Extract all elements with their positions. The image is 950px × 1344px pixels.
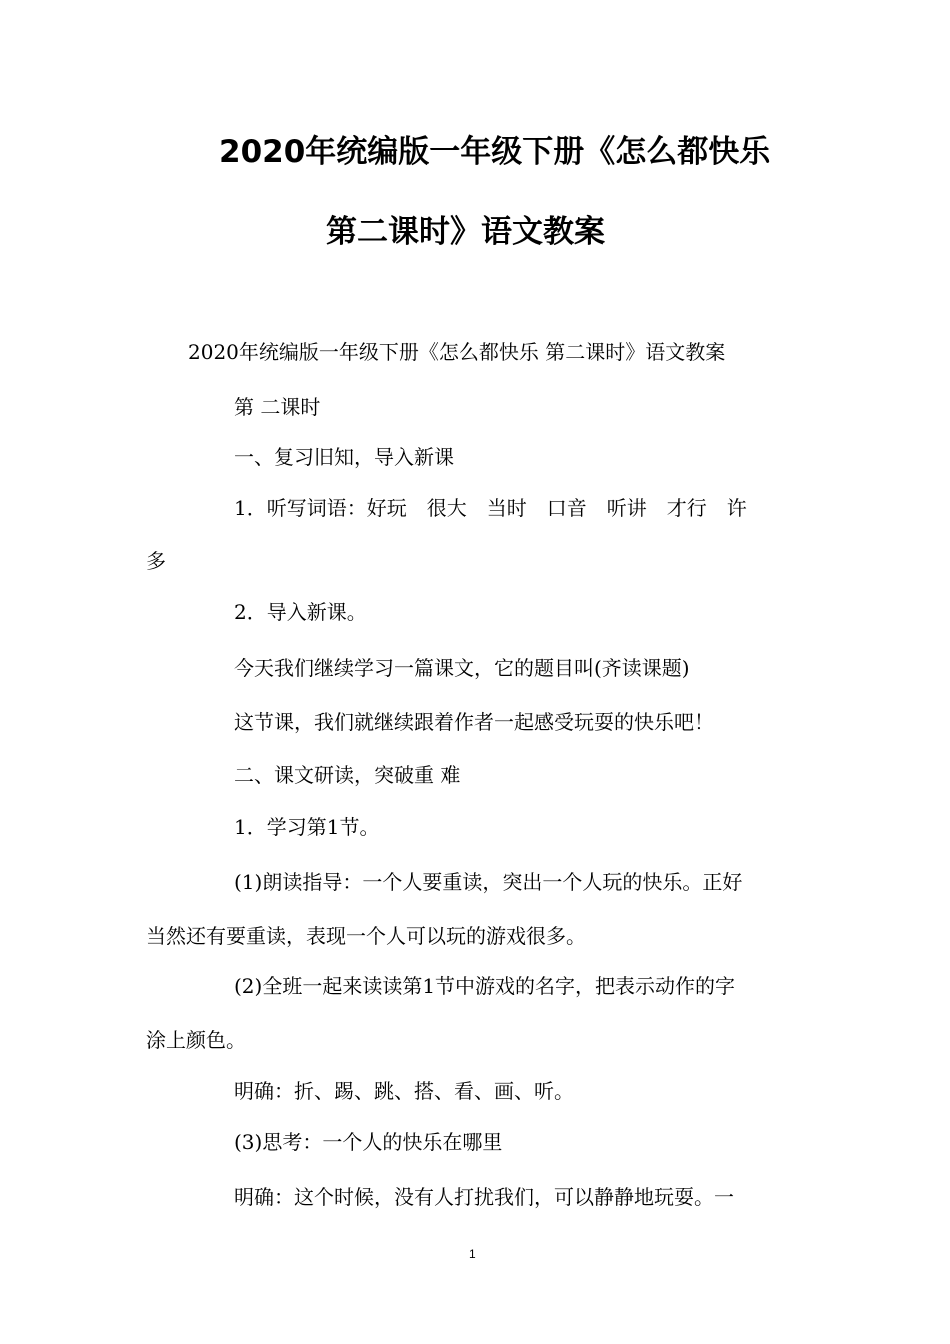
- paragraph-line: 1．学习第1节。: [234, 815, 380, 839]
- paragraph-line: 一、复习旧知，导入新课: [234, 445, 454, 469]
- paragraph-line: (2)全班一起来读读第1节中游戏的名字，把表示动作的字: [234, 974, 736, 998]
- paragraph-line: 1．听写词语：好玩 很大 当时 口音 听讲 才行 许: [234, 496, 747, 520]
- page-number: 1: [469, 1247, 476, 1261]
- paragraph-line: 当然还有要重读，表现一个人可以玩的游戏很多。: [146, 924, 586, 948]
- paragraph-line: 今天我们继续学习一篇课文，它的题目叫(齐读课题): [234, 656, 690, 680]
- document-subtitle: 2020年统编版一年级下册《怎么都快乐 第二课时》语文教案: [188, 340, 726, 364]
- paragraph-line: 涂上颜色。: [146, 1028, 246, 1052]
- document-title-line-2: 第二课时》语文教案: [326, 214, 605, 250]
- paragraph-line: 明确：这个时候，没有人打扰我们，可以静静地玩耍。一: [234, 1185, 734, 1209]
- paragraph-line: 这节课，我们就继续跟着作者一起感受玩耍的快乐吧！: [234, 710, 714, 734]
- paragraph-line: 2．导入新课。: [234, 600, 367, 624]
- document-title-line-1: 2020年统编版一年级下册《怎么都快乐: [219, 134, 771, 170]
- paragraph-line: 二、课文研读，突破重 难: [234, 763, 461, 787]
- paragraph-line: (1)朗读指导：一个人要重读，突出一个人玩的快乐。正好: [234, 870, 743, 894]
- paragraph-line: (3)思考：一个人的快乐在哪里: [234, 1130, 503, 1154]
- paragraph-line: 明确：折、踢、跳、搭、看、画、听。: [234, 1079, 574, 1103]
- paragraph-line: 多: [146, 549, 166, 573]
- paragraph-line: 第 二课时: [234, 395, 321, 419]
